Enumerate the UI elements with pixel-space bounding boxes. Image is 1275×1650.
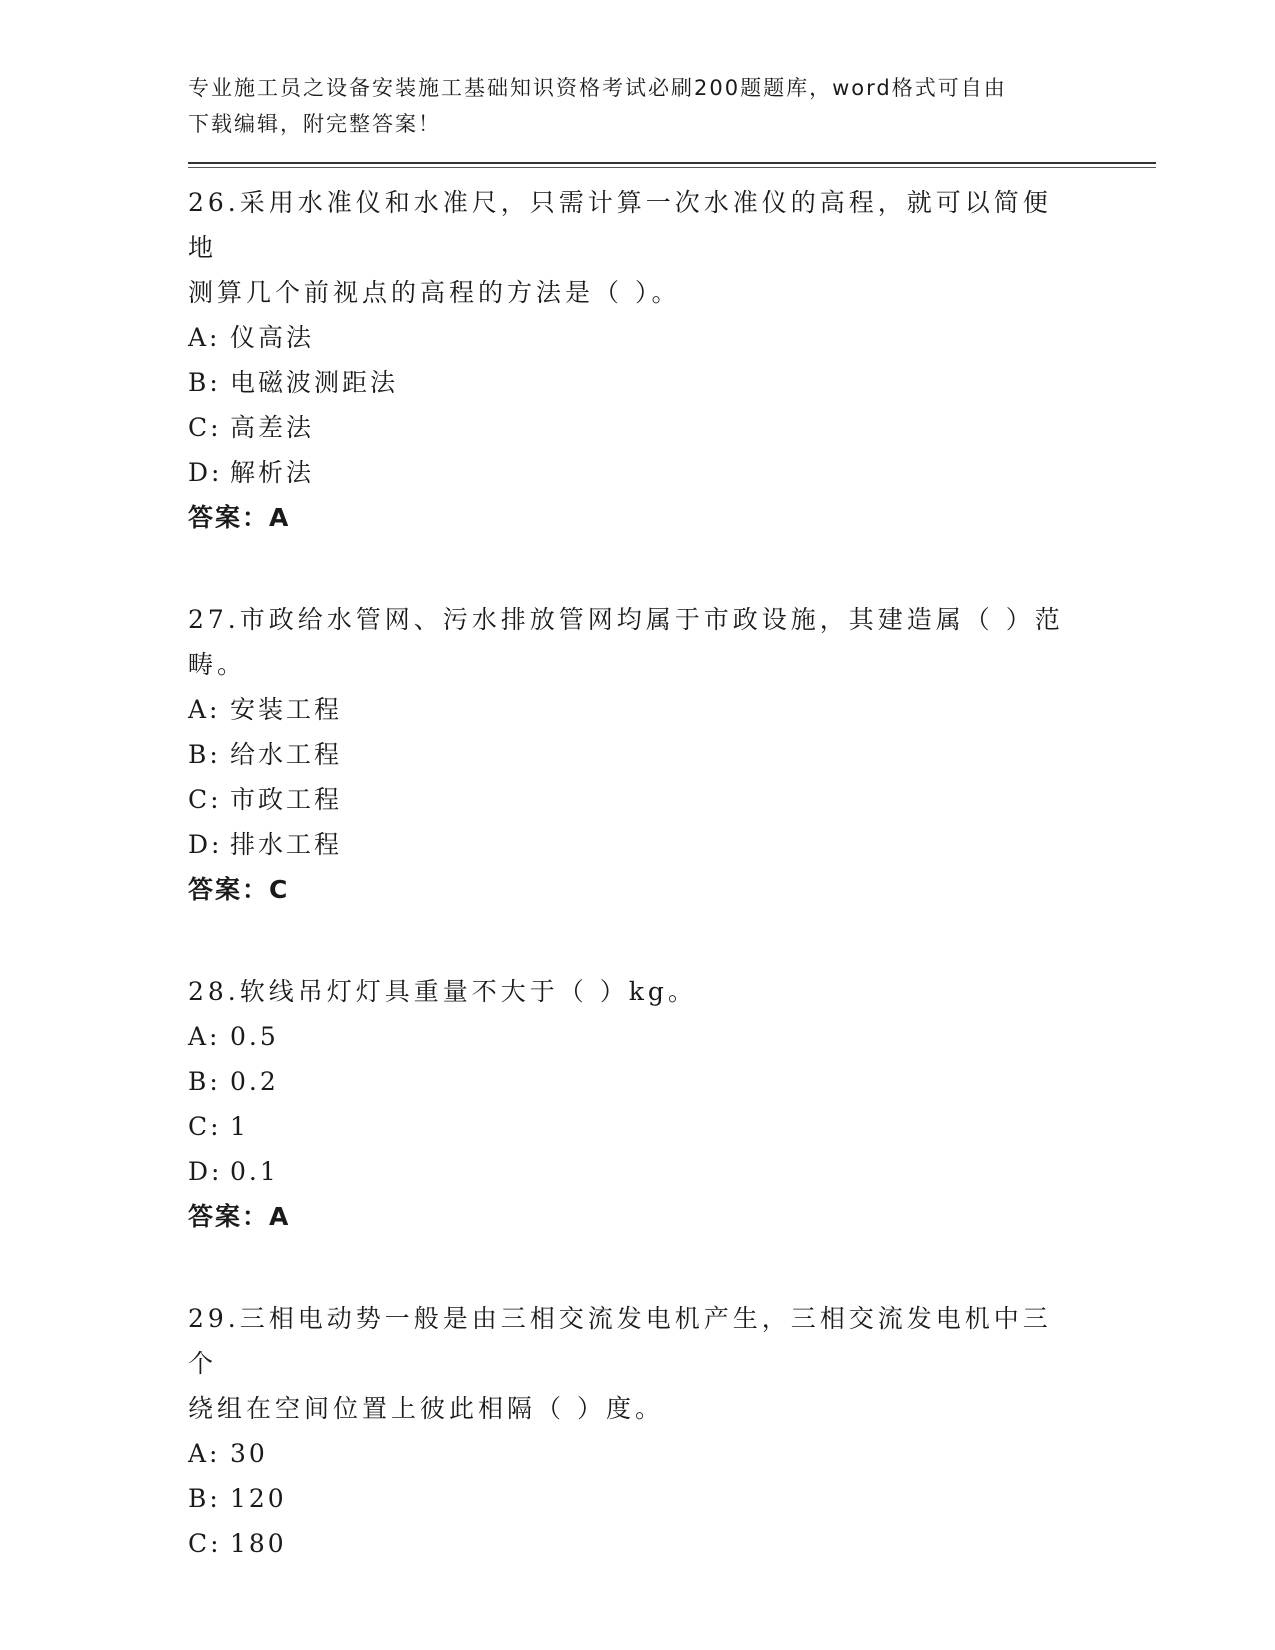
question-text (188, 597, 1068, 687)
option-text: 高差法 (230, 413, 315, 442)
answer: 答案：C (188, 875, 290, 904)
option-text: 0.2 (230, 1067, 279, 1096)
option-d (188, 822, 1088, 867)
option-text: 安装工程 (230, 695, 343, 724)
option-key: B: (188, 1067, 221, 1096)
question-text (188, 180, 1068, 315)
option-d (188, 1149, 1088, 1194)
option-key: B: (188, 1484, 221, 1513)
option-a (188, 687, 1088, 732)
option-text: 市政工程 (230, 785, 343, 814)
question-line: 绕组在空间位置上彼此相隔（ ）度。 (188, 1394, 664, 1423)
header-line-2: 下载编辑，附完整答案！ (188, 112, 441, 136)
option-key: C: (188, 1529, 222, 1558)
option-text: 0.1 (230, 1157, 279, 1186)
option-key: C: (188, 785, 222, 814)
option-text: 180 (230, 1529, 287, 1558)
option-text: 电磁波测距法 (230, 368, 399, 397)
option-c (188, 1521, 1088, 1566)
option-key: D: (188, 458, 223, 487)
question-29 (188, 1296, 1088, 1566)
option-a (188, 1014, 1088, 1059)
option-key: D: (188, 1157, 223, 1186)
option-key: B: (188, 740, 221, 769)
option-text: 解析法 (230, 458, 315, 487)
option-b (188, 360, 1088, 405)
option-text: 0.5 (230, 1022, 279, 1051)
answer: 答案：A (188, 1202, 291, 1231)
option-key: A: (188, 1022, 221, 1051)
option-key: A: (188, 1439, 221, 1468)
option-text: 仪高法 (230, 323, 315, 352)
question-line: 畴。 (188, 650, 247, 679)
option-text: 1 (230, 1112, 249, 1141)
option-key: B: (188, 368, 221, 397)
option-c (188, 1104, 1088, 1149)
option-text: 排水工程 (230, 830, 343, 859)
option-key: A: (188, 323, 221, 352)
answer: 答案：A (188, 503, 291, 532)
document-page (188, 70, 1088, 1566)
option-d (188, 450, 1088, 495)
header-divider (188, 162, 1156, 168)
option-text: 120 (230, 1484, 287, 1513)
option-b (188, 1059, 1088, 1104)
question-text (188, 969, 1068, 1014)
question-line: 27.市政给水管网、污水排放管网均属于市政设施，其建造属（ ）范 (188, 605, 1064, 634)
question-line: 28.软线吊灯灯具重量不大于（ ）kg。 (188, 977, 697, 1006)
question-27 (188, 597, 1088, 912)
option-c (188, 777, 1088, 822)
question-line: 29.三相电动势一般是由三相交流发电机产生，三相交流发电机中三个 (188, 1304, 1052, 1378)
option-text: 给水工程 (230, 740, 343, 769)
option-a (188, 1431, 1088, 1476)
option-b (188, 1476, 1088, 1521)
option-b (188, 732, 1088, 777)
question-line: 26.采用水准仪和水准尺，只需计算一次水准仪的高程，就可以简便地 (188, 188, 1052, 262)
document-header (188, 70, 1068, 142)
question-text (188, 1296, 1068, 1431)
option-key: C: (188, 413, 222, 442)
header-line-1: 专业施工员之设备安装施工基础知识资格考试必刷200题题库，word格式可自由 (188, 76, 1007, 100)
option-key: C: (188, 1112, 222, 1141)
question-28 (188, 969, 1088, 1239)
question-26 (188, 180, 1088, 540)
option-a (188, 315, 1088, 360)
option-c (188, 405, 1088, 450)
question-line: 测算几个前视点的高程的方法是（ ）。 (188, 278, 681, 307)
option-key: D: (188, 830, 223, 859)
option-text: 30 (230, 1439, 268, 1468)
option-key: A: (188, 695, 221, 724)
